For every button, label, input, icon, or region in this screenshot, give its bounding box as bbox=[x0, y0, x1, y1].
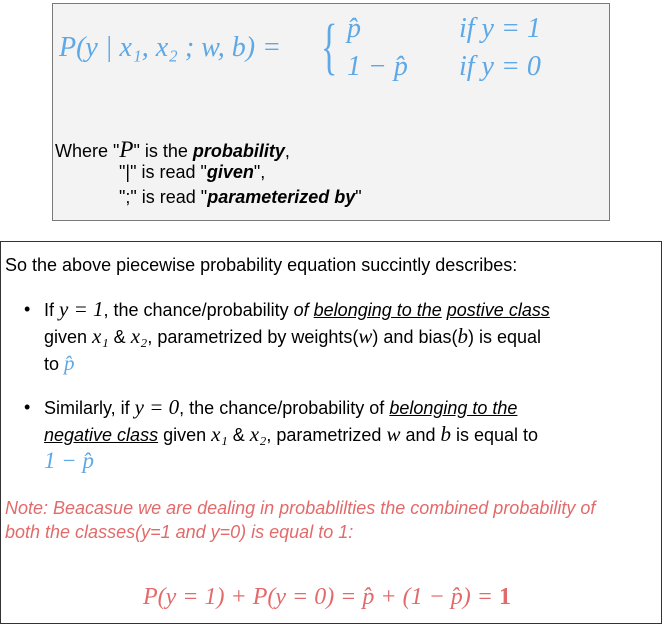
case1-value: p̂ bbox=[347, 13, 361, 44]
explanation-box: So the above piecewise probability equation succintly describes: • If y = 1, the chance/probability of belonging to the postive class given x₁ & x₂, parametrized by weights(w) and bias(b) is equal to p̂ • Similarly, if y = 0, the chance/probability of belonging to the negative class given x₁ & x₂, parametrized w and b is equal to 1 − p̂ Note: Beacasue we are dealing in probablilties the combined probability of both the classes(y=1 and y=0) is equal to 1: P(y = 1) + P(y = 0) = p̂ + (1 − p̂) = 1 bbox=[0, 241, 662, 624]
case2-condition: if y = 0 bbox=[459, 51, 541, 82]
equation-lhs: P(y | x₁, x₂ ; w, b) = bbox=[59, 32, 282, 63]
definition-box bbox=[52, 3, 610, 221]
case1-condition: if y = 1 bbox=[459, 13, 541, 44]
where-line-parameterized: ";" is read "parameterized by" bbox=[119, 187, 362, 207]
note-text: Note: Beacasue we are dealing in probablilties the combined probability of both the classes(y=1 and y=0) is equal to 1: bbox=[5, 498, 596, 542]
intro-text: So the above piecewise probability equation succintly describes: bbox=[5, 255, 518, 275]
total-probability-result: 1 bbox=[498, 584, 511, 610]
symbol-p: P bbox=[119, 137, 134, 162]
bullet-dot-icon: • bbox=[24, 299, 31, 319]
where-line-probability: Where "P" is the probability, bbox=[55, 137, 290, 162]
total-probability-equation: P(y = 1) + P(y = 0) = p̂ + (1 − p̂) = 1 bbox=[143, 584, 511, 610]
bullet-dot-icon: • bbox=[24, 397, 31, 417]
where-line-given: "|" is read "given", bbox=[119, 162, 266, 182]
case2-value: 1 − p̂ bbox=[347, 51, 408, 82]
piecewise-brace: { bbox=[321, 13, 338, 81]
